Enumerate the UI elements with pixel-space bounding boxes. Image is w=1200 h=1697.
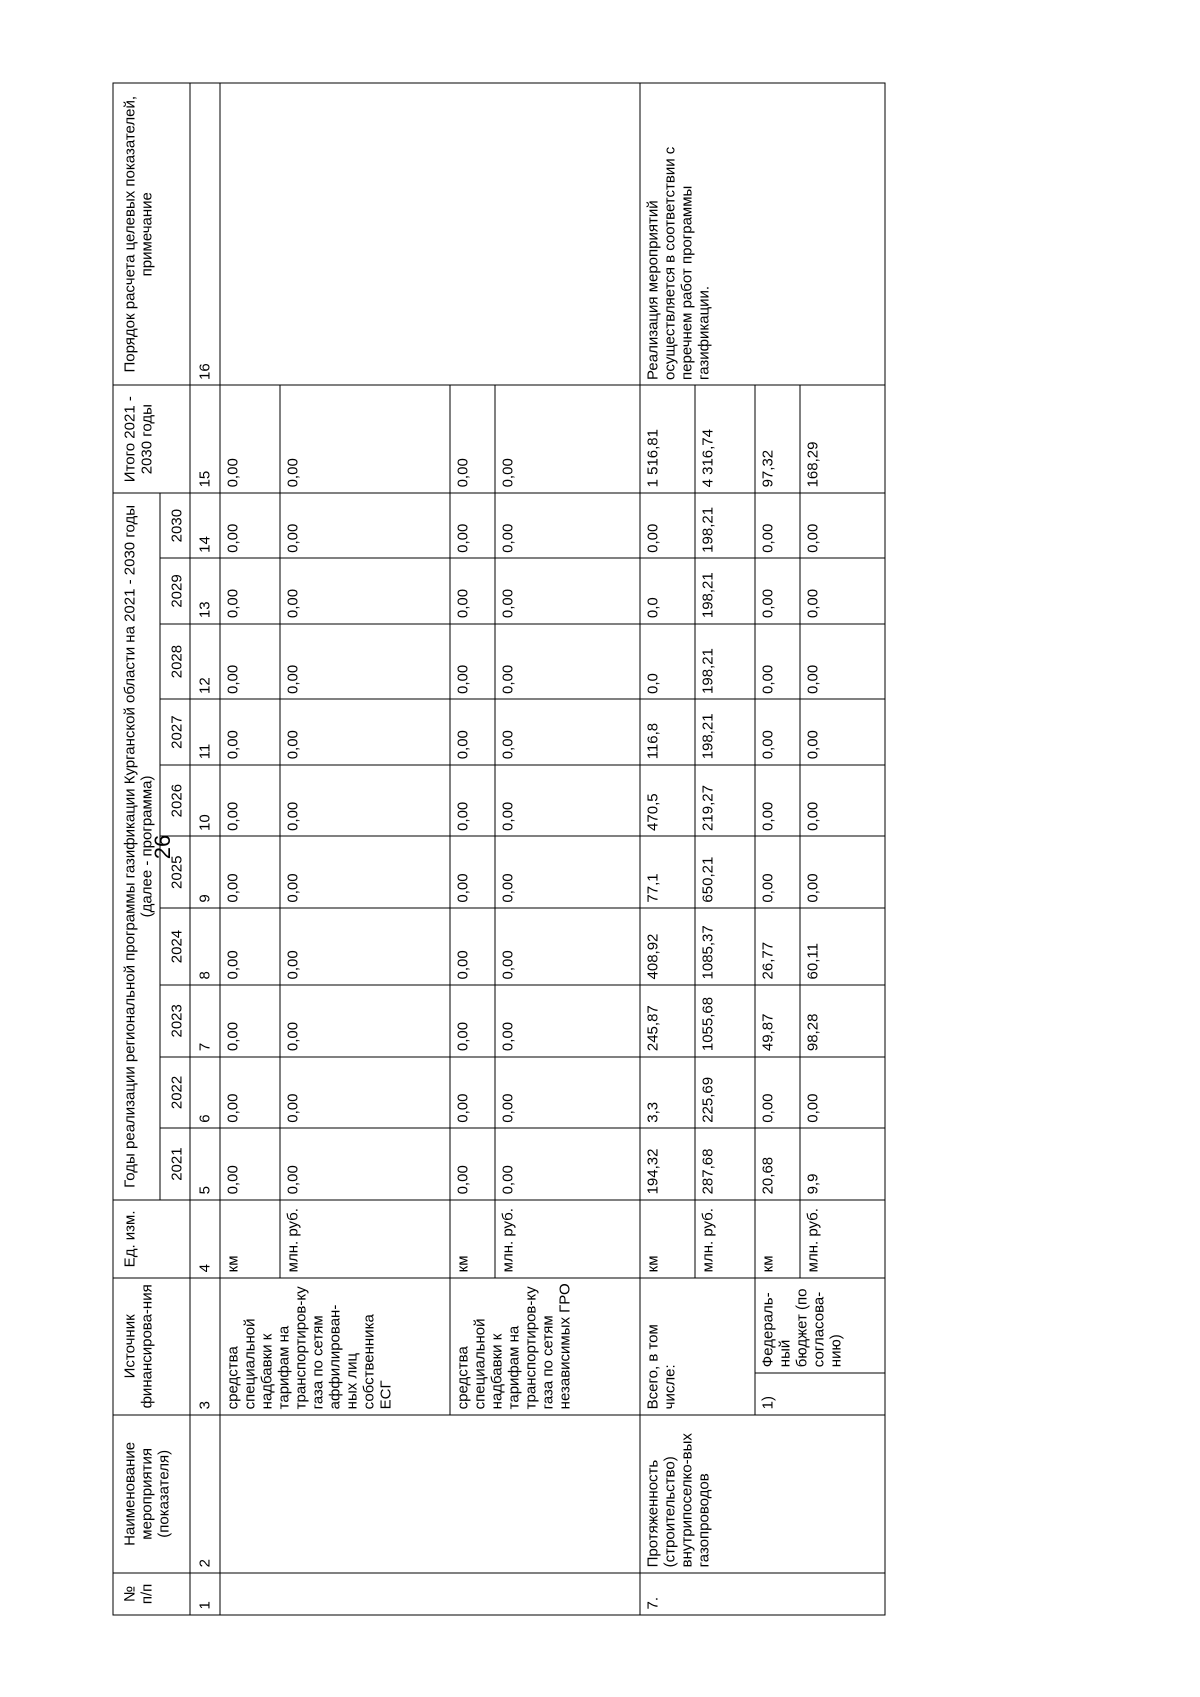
value-cell: 0,00 — [495, 1128, 640, 1200]
value-cell: 0,00 — [450, 836, 495, 908]
value-cell: 0,00 — [800, 624, 885, 700]
item-name: Протяженность (строительство) внутрипоселко-вых газопроводов — [640, 1415, 885, 1573]
value-cell: 0,00 — [220, 836, 280, 908]
column-number: 1 — [190, 1573, 220, 1615]
value-cell: 0,00 — [450, 1128, 495, 1200]
value-cell: 0,00 — [280, 1057, 450, 1129]
unit-cell: км — [640, 1200, 695, 1278]
column-number: 16 — [190, 83, 220, 385]
value-cell: 0,00 — [755, 836, 800, 908]
value-cell: 650,21 — [695, 836, 755, 908]
value-cell: 49,87 — [755, 985, 800, 1057]
header-year: 2030 — [160, 493, 190, 558]
value-cell: 0,00 — [220, 765, 280, 837]
value-cell: 0,00 — [220, 624, 280, 700]
value-cell: 0,00 — [220, 493, 280, 558]
value-cell: 0,00 — [220, 699, 280, 764]
header-year: 2021 — [160, 1128, 190, 1200]
header-num: № п/п — [113, 1573, 190, 1615]
header-row-1 — [113, 83, 160, 1615]
column-number: 11 — [190, 699, 220, 764]
value-cell: 198,21 — [695, 624, 755, 700]
column-number: 13 — [190, 558, 220, 623]
header-year: 2029 — [160, 558, 190, 623]
total-cell: 168,29 — [800, 385, 885, 492]
value-cell: 0,00 — [220, 985, 280, 1057]
value-cell: 0,00 — [280, 765, 450, 837]
rotated-table-container — [113, 83, 1033, 1616]
header-source: Источник финансирова-ния — [113, 1278, 190, 1415]
value-cell: 0,00 — [450, 493, 495, 558]
source-cell: средства специальной надбавки к тарифам на транспортиров-ку газа по сетям аффилирован-ных лиц собственника ЕСГ — [220, 1278, 450, 1415]
header-year: 2023 — [160, 985, 190, 1057]
total-cell: 0,00 — [450, 385, 495, 492]
column-number: 15 — [190, 385, 220, 492]
value-cell: 0,00 — [495, 558, 640, 623]
source-cell: Федераль-ный бюджет (по согласова-нию) — [755, 1278, 885, 1373]
unit-cell: км — [220, 1200, 280, 1278]
column-number: 4 — [190, 1200, 220, 1278]
column-number: 8 — [190, 908, 220, 985]
value-cell: 0,00 — [755, 558, 800, 623]
value-cell: 20,68 — [755, 1128, 800, 1200]
header-year: 2026 — [160, 765, 190, 837]
value-cell: 0,00 — [640, 493, 695, 558]
header-total: Итого 2021 - 2030 годы — [113, 385, 190, 492]
value-cell: 0,00 — [800, 558, 885, 623]
value-cell: 198,21 — [695, 493, 755, 558]
value-cell: 0,0 — [640, 624, 695, 700]
value-cell: 98,28 — [800, 985, 885, 1057]
value-cell: 198,21 — [695, 699, 755, 764]
value-cell: 0,00 — [220, 558, 280, 623]
value-cell: 0,00 — [280, 836, 450, 908]
column-number: 14 — [190, 493, 220, 558]
value-cell: 0,00 — [495, 836, 640, 908]
header-year: 2024 — [160, 908, 190, 985]
value-cell: 0,00 — [495, 985, 640, 1057]
empty-num-cell — [220, 1573, 640, 1615]
column-number: 5 — [190, 1128, 220, 1200]
column-number: 12 — [190, 624, 220, 700]
table-row — [640, 83, 695, 1615]
value-cell: 0,00 — [280, 493, 450, 558]
header-unit: Ед. изм. — [113, 1200, 190, 1278]
unit-cell: км — [755, 1200, 800, 1278]
total-cell: 0,00 — [280, 385, 450, 492]
value-cell: 3,3 — [640, 1057, 695, 1129]
value-cell: 0,00 — [450, 558, 495, 623]
total-cell: 0,00 — [495, 385, 640, 492]
value-cell: 0,00 — [495, 699, 640, 764]
total-cell: 0,00 — [220, 385, 280, 492]
value-cell: 0,00 — [800, 765, 885, 837]
value-cell: 0,00 — [755, 699, 800, 764]
value-cell: 0,00 — [800, 1057, 885, 1129]
value-cell: 0,00 — [450, 985, 495, 1057]
value-cell: 0,00 — [280, 985, 450, 1057]
value-cell: 0,00 — [450, 1057, 495, 1129]
value-cell: 0,00 — [755, 493, 800, 558]
value-cell: 225,69 — [695, 1057, 755, 1129]
page-number: 26 — [150, 834, 175, 860]
header-year: 2028 — [160, 624, 190, 700]
value-cell: 0,00 — [280, 908, 450, 985]
header-year: 2022 — [160, 1057, 190, 1129]
value-cell: 0,00 — [280, 699, 450, 764]
value-cell: 77,1 — [640, 836, 695, 908]
value-cell: 0,00 — [755, 1057, 800, 1129]
value-cell: 0,00 — [800, 836, 885, 908]
value-cell: 0,00 — [495, 624, 640, 700]
value-cell: 26,77 — [755, 908, 800, 985]
header-notes: Порядок расчета целевых показателей, примечание — [113, 83, 190, 385]
header-year: 2025 — [160, 836, 190, 908]
column-number: 9 — [190, 836, 220, 908]
unit-cell: млн. руб. — [695, 1200, 755, 1278]
sub-index: 1) — [755, 1373, 885, 1415]
value-cell: 1055,68 — [695, 985, 755, 1057]
column-number: 3 — [190, 1278, 220, 1415]
note-cell: Реализация мероприятий осуществляется в соответствии с перечнем работ программы газификации. — [640, 83, 885, 385]
value-cell: 9,9 — [800, 1128, 885, 1200]
value-cell: 198,21 — [695, 558, 755, 623]
value-cell: 0,00 — [495, 765, 640, 837]
value-cell: 0,00 — [220, 1128, 280, 1200]
value-cell: 0,00 — [280, 558, 450, 623]
unit-cell: км — [450, 1200, 495, 1278]
value-cell: 194,32 — [640, 1128, 695, 1200]
total-cell: 97,32 — [755, 385, 800, 492]
unit-cell: млн. руб. — [495, 1200, 640, 1278]
total-cell: 1 516,81 — [640, 385, 695, 492]
unit-cell: млн. руб. — [800, 1200, 885, 1278]
table-row — [220, 83, 280, 1615]
value-cell: 470,5 — [640, 765, 695, 837]
total-cell: 4 316,74 — [695, 385, 755, 492]
value-cell: 0,00 — [450, 624, 495, 700]
gasification-table — [113, 83, 886, 1616]
value-cell: 0,0 — [640, 558, 695, 623]
value-cell: 0,00 — [450, 699, 495, 764]
value-cell: 0,00 — [280, 1128, 450, 1200]
value-cell: 287,68 — [695, 1128, 755, 1200]
value-cell: 0,00 — [220, 1057, 280, 1129]
empty-name-cell — [220, 1415, 640, 1573]
header-years-title: Годы реализации региональной программы газификации Курганской области на 2021 - 2030 годы (далее - программа) — [113, 493, 160, 1200]
value-cell: 0,00 — [495, 908, 640, 985]
column-number: 2 — [190, 1415, 220, 1573]
source-cell: средства специальной надбавки к тарифам на транспортиров-ку газа по сетям независимых ГРО — [450, 1278, 640, 1415]
value-cell: 245,87 — [640, 985, 695, 1057]
value-cell: 219,27 — [695, 765, 755, 837]
value-cell: 0,00 — [450, 765, 495, 837]
column-number: 6 — [190, 1057, 220, 1129]
empty-note-cell — [220, 83, 640, 385]
value-cell: 0,00 — [495, 493, 640, 558]
value-cell: 0,00 — [800, 699, 885, 764]
value-cell: 0,00 — [450, 908, 495, 985]
value-cell: 0,00 — [800, 493, 885, 558]
column-number: 10 — [190, 765, 220, 837]
source-cell: Всего, в том числе: — [640, 1278, 755, 1415]
value-cell: 1085,37 — [695, 908, 755, 985]
value-cell: 0,00 — [280, 624, 450, 700]
unit-cell: млн. руб. — [280, 1200, 450, 1278]
column-numbers-row — [190, 83, 220, 1615]
column-number: 7 — [190, 985, 220, 1057]
value-cell: 116,8 — [640, 699, 695, 764]
header-name: Наименование мероприятия (показателя) — [113, 1415, 190, 1573]
value-cell: 408,92 — [640, 908, 695, 985]
value-cell: 0,00 — [755, 765, 800, 837]
item-number: 7. — [640, 1573, 885, 1615]
value-cell: 0,00 — [220, 908, 280, 985]
value-cell: 0,00 — [755, 624, 800, 700]
value-cell: 60,11 — [800, 908, 885, 985]
value-cell: 0,00 — [495, 1057, 640, 1129]
header-year: 2027 — [160, 699, 190, 764]
